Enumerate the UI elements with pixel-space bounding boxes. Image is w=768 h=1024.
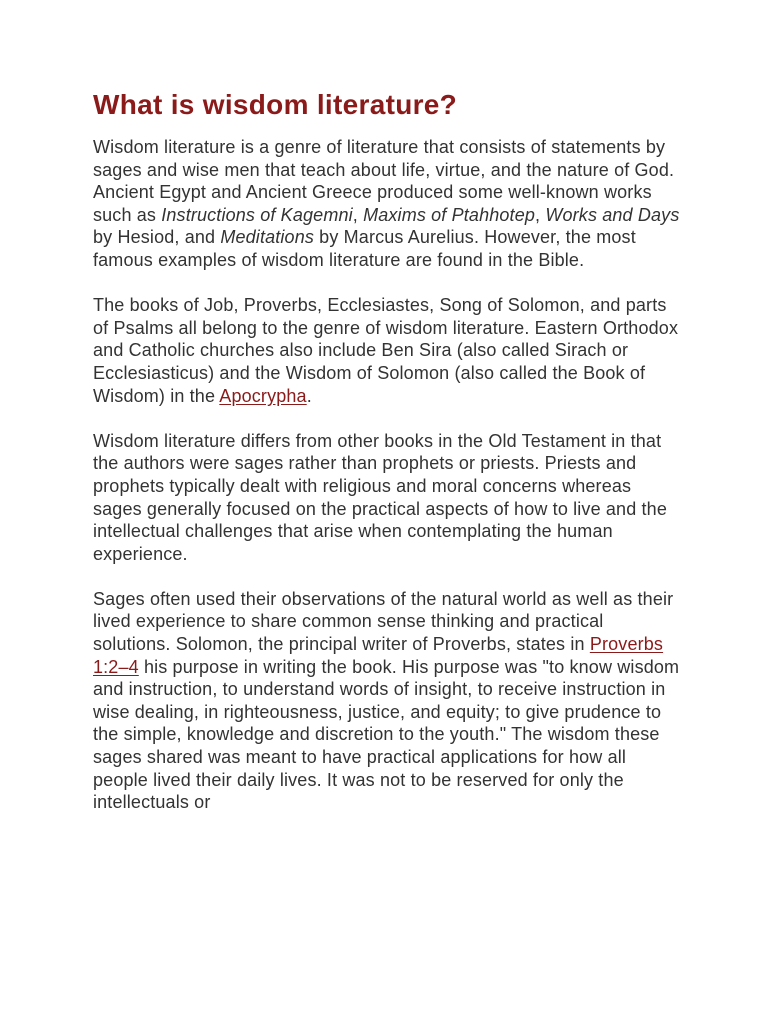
paragraph-observations [93, 588, 683, 814]
work-title-ptahhotep: Maxims of Ptahhotep [363, 204, 536, 225]
paragraph-text: Wisdom literature is a genre of literature that consists of statements by sages and wise men that teach about life, virtue, and the nature of God. Ancient Egypt and Ancient Greece produced some well-known works such as [93, 137, 675, 225]
paragraph-text: his purpose in writing the book. His purpose was "to know wisdom and instruction, to understand words of insight, to receive instruction in wise dealing, in righteousness, justice, and equity; to give prudence to the simple, knowledge and discretion to the youth." The wisdom these sages shared was meant to have practical applications for how all people lived their daily lives. It was not to be reserved for only the intellectuals or [93, 656, 680, 813]
paragraph-text: The books of Job, Proverbs, Ecclesiastes, Song of Solomon, and parts of Psalms all belong to the genre of wisdom literature. Eastern Orthodox and Catholic churches also include Ben Sira (also called Sirach or Ecclesiasticus) and the Wisdom of Solomon (also called the Book of Wisdom) in the [93, 295, 679, 406]
apocrypha-link[interactable]: Apocrypha [219, 385, 307, 406]
paragraph-intro [93, 136, 683, 272]
paragraph-text: by Marcus Aurelius. However, the most famous examples of wisdom literature are found in the Bible. [93, 227, 636, 270]
paragraph-sages: Wisdom literature differs from other books in the Old Testament in that the authors were sages rather than prophets or priests. Priests and prophets typically dealt with religious and moral concerns whereas sages generally focused on the practical aspects of how to live and the intellectual challenges that arise when contemplating the human experience. [93, 430, 667, 564]
article [93, 88, 683, 836]
work-title-works-and-days: Works and Days [545, 204, 680, 225]
separator: , [535, 204, 546, 225]
proverbs-link[interactable]: Proverbs 1:2–4 [93, 634, 664, 677]
paragraph-text: by Hesiod, and [93, 227, 221, 248]
paragraph-books [93, 294, 683, 407]
page-title: What is wisdom literature? [93, 89, 458, 120]
work-title-meditations: Meditations [220, 227, 315, 248]
paragraph-text: Sages often used their observations of the natural world as well as their lived experience to share common sense thinking and practical solutions. Solomon, the principal writer of Proverbs, states in [93, 588, 674, 655]
paragraph-text: . [306, 385, 312, 406]
separator: , [352, 204, 364, 225]
work-title-kagemni: Instructions of Kagemni [161, 204, 353, 225]
